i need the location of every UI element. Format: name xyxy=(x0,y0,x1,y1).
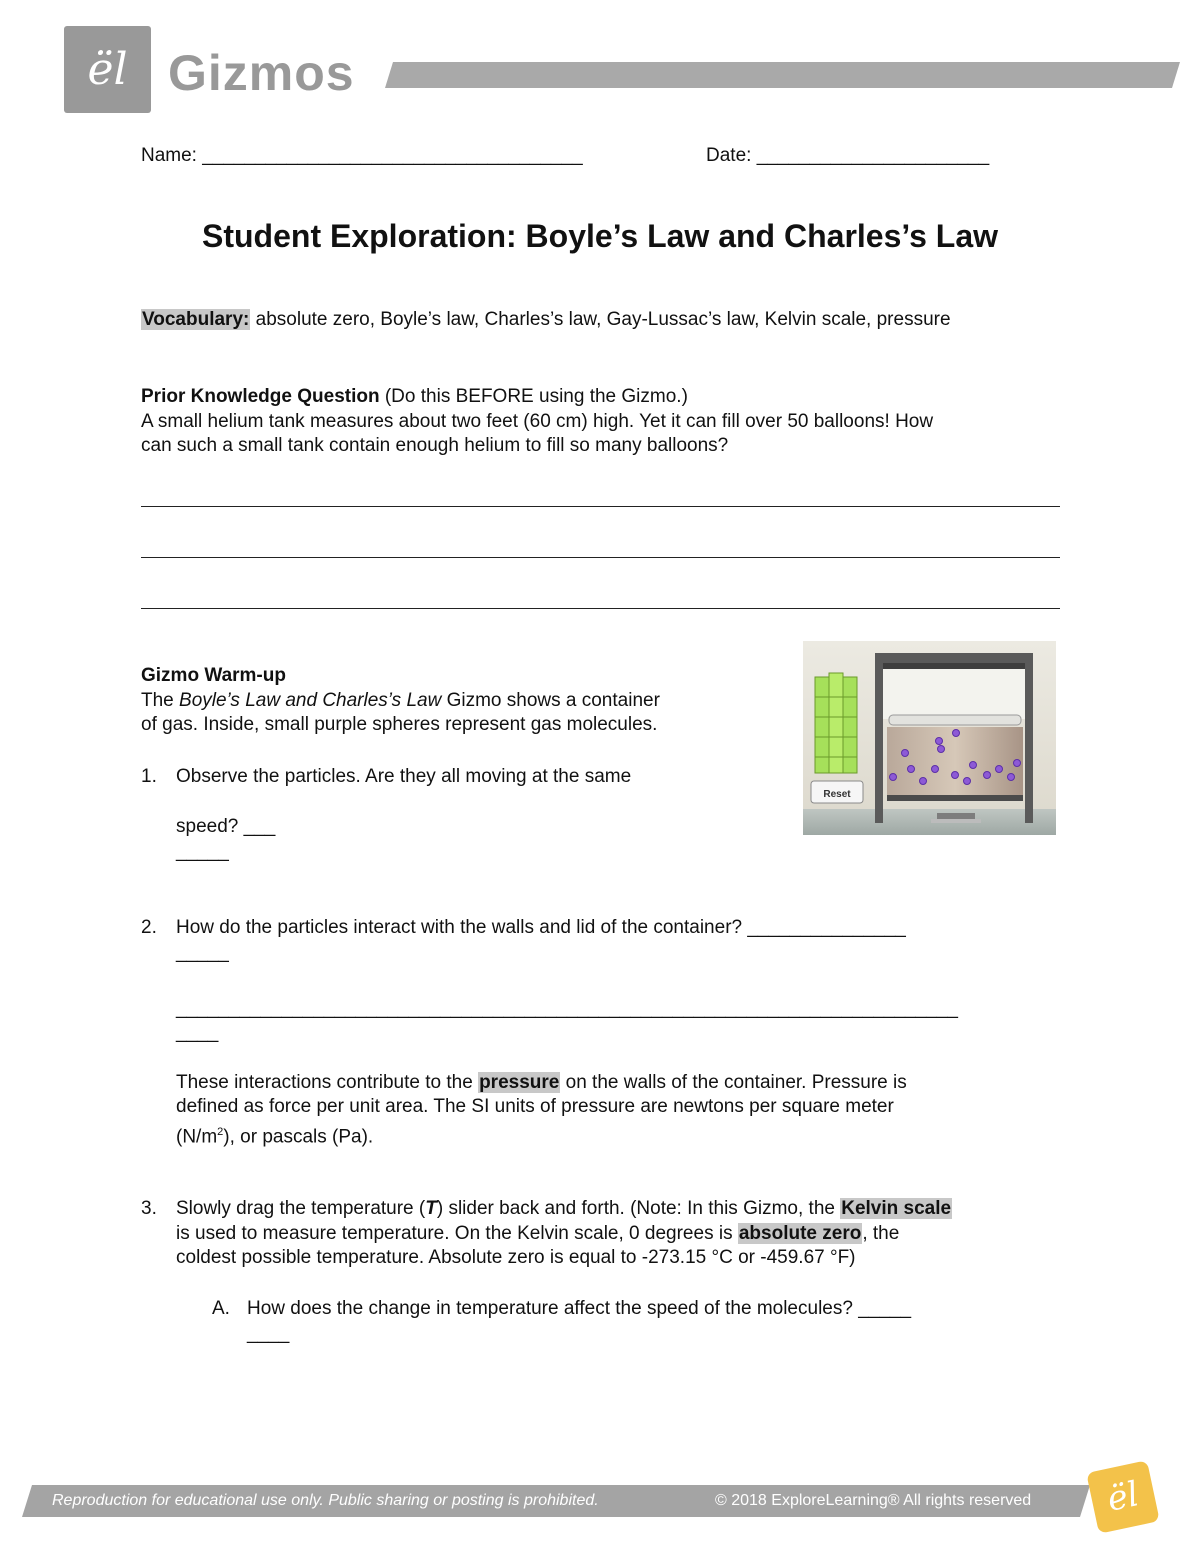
prior-question-line2: can such a small tank contain enough helium to fill so many balloons? xyxy=(141,435,729,456)
prior-note: (Do this BEFORE using the Gizmo.) xyxy=(379,386,688,407)
q2-para-line2: defined as force per unit area. The SI units of pressure are newtons per square meter xyxy=(176,1096,894,1117)
answer-line-1[interactable] xyxy=(141,506,1060,507)
q2-para3-post: ), or pascals (Pa). xyxy=(223,1126,374,1148)
name-label: Name: xyxy=(141,145,197,166)
vocabulary-label: Vocabulary: xyxy=(142,309,250,330)
q3-line1-mid: ) slider back and forth. (Note: In this Gizmo, the xyxy=(436,1198,841,1219)
warmup-heading xyxy=(141,664,286,688)
footer-usage-notice: Reproduction for educational use only. Public sharing or posting is prohibited. xyxy=(52,1492,599,1509)
q3-line3: coldest possible temperature. Absolute zero is equal to -273.15 °C or -459.67 °F) xyxy=(176,1247,856,1268)
q1-number: 1. xyxy=(141,766,157,787)
q3-var-t: T xyxy=(425,1198,437,1219)
q2-number: 2. xyxy=(141,917,157,938)
gizmo-screenshot xyxy=(803,641,1056,835)
q3-line1 xyxy=(176,1197,952,1221)
q3-line2-pre: is used to measure temperature. On the Kelvin scale, 0 degrees is xyxy=(176,1223,738,1244)
gizmo-illustration xyxy=(803,641,1056,835)
warmup-intro-line2: of gas. Inside, small purple spheres represent gas molecules. xyxy=(141,714,658,735)
term-absolute-zero: absolute zero xyxy=(738,1223,862,1244)
q2-para-pre: These interactions contribute to the xyxy=(176,1072,479,1093)
q2-para-post: on the walls of the container. Pressure is xyxy=(560,1072,907,1093)
q1-line3[interactable]: _____ xyxy=(176,841,229,862)
q3a-line1[interactable]: How does the change in temperature affect the speed of the molecules? _____ xyxy=(247,1298,912,1319)
date-label: Date: xyxy=(706,145,752,166)
prior-knowledge-heading xyxy=(141,385,688,409)
q2-line4[interactable]: ____ xyxy=(176,1022,219,1043)
q2-para3-pre: (N/m xyxy=(176,1126,218,1148)
warmup-intro-post: Gizmo shows a container xyxy=(441,690,660,711)
warmup-gizmo-name: Boyle’s Law and Charles’s Law xyxy=(179,690,442,711)
name-field[interactable] xyxy=(141,144,583,168)
q3-line1-pre: Slowly drag the temperature ( xyxy=(176,1198,426,1219)
q2-para-line3 xyxy=(176,1120,373,1149)
q3-line2-post: , the xyxy=(862,1223,900,1244)
name-blank[interactable]: ____________________________________ xyxy=(202,145,583,166)
page-title: Student Exploration: Boyle’s Law and Charles’s Law xyxy=(202,218,998,254)
q3a-line2[interactable]: ____ xyxy=(247,1323,290,1344)
term-pressure: pressure xyxy=(479,1072,560,1093)
reset-button-label: Reset xyxy=(823,789,851,800)
answer-line-3[interactable] xyxy=(141,608,1060,609)
q1-line2[interactable]: speed? ___ xyxy=(176,816,276,837)
q2-line2[interactable]: _____ xyxy=(176,942,229,963)
prior-question-line1: A small helium tank measures about two feet (60 cm) high. Yet it can fill over 50 balloons! How xyxy=(141,411,934,432)
header-bar xyxy=(385,62,1180,88)
footer-copyright: © 2018 ExploreLearning® All rights reserved xyxy=(715,1492,1032,1509)
q3-number: 3. xyxy=(141,1198,157,1219)
brand-name: Gizmos xyxy=(168,45,355,101)
warmup-intro xyxy=(141,689,660,713)
q2-para3-sup: 2 xyxy=(217,1126,224,1138)
q3-line2 xyxy=(176,1222,899,1246)
vocabulary-terms: absolute zero, Boyle’s law, Charles’s law, Gay-Lussac’s law, Kelvin scale, pressure xyxy=(255,309,951,330)
warmup-heading-text: Gizmo Warm-up xyxy=(141,665,286,686)
weight-blocks xyxy=(815,673,857,773)
q2-para-line1 xyxy=(176,1071,907,1095)
explorelearning-badge-icon: ël xyxy=(1086,1460,1160,1534)
vocabulary xyxy=(141,308,951,332)
q2-line1[interactable]: How do the particles interact with the walls and lid of the container? _______________ xyxy=(176,917,906,938)
term-kelvin-scale: Kelvin scale xyxy=(841,1198,952,1219)
q2-line3[interactable]: __________________________________________________________________________ xyxy=(176,998,958,1019)
prior-heading: Prior Knowledge Question xyxy=(141,386,380,407)
date-field[interactable] xyxy=(706,144,989,168)
q1-line1: Observe the particles. Are they all moving at the same xyxy=(176,766,632,787)
q3a-letter: A. xyxy=(212,1298,230,1319)
answer-line-2[interactable] xyxy=(141,557,1060,558)
date-blank[interactable]: ______________________ xyxy=(756,145,990,166)
warmup-intro-pre: The xyxy=(141,690,180,711)
explorelearning-logo-icon: ël xyxy=(87,44,128,95)
